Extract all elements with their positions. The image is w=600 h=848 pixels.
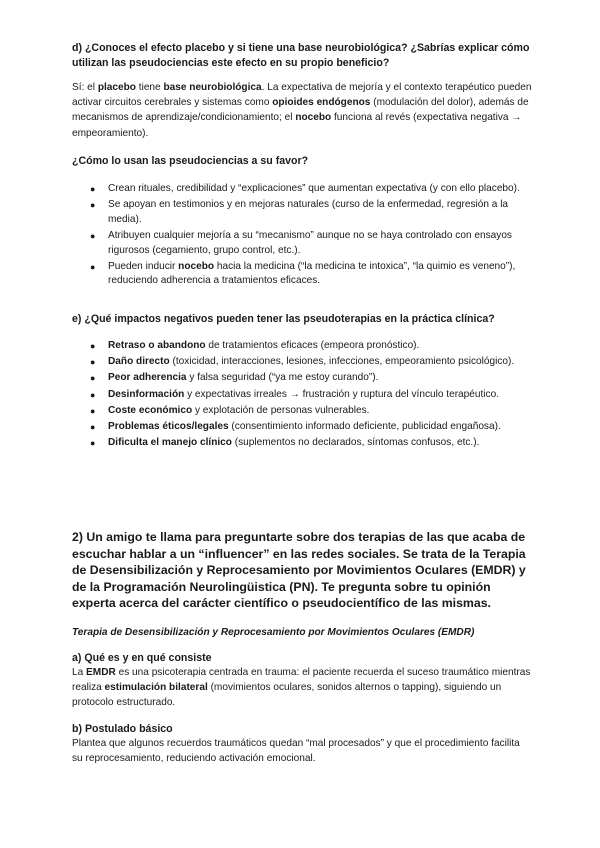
list-item [72,198,532,227]
list-item [72,229,532,258]
answer-d-text: tiene [135,82,164,93]
list-item [72,339,532,354]
answer-d-paragraph [72,80,532,141]
emdr-b-paragraph: Plantea que algunos recuerdos traumáticos quedan “mal procesados” y que el procedimiento facilita su reprocesamiento, reduciendo activación emocional. [72,738,520,765]
list-item-text: y expectativas irreales → frustración y ruptura del vínculo terapéutico. [184,388,500,400]
list-item-text: y explotación de personas vulnerables. [192,404,370,416]
list-item [72,404,532,419]
bullet-icon: ● [90,405,96,416]
question-2-title: 2) Un amigo te llama para preguntarte sobre dos terapias de las que acaba de escuchar hablar a un “influencer” en las redes sociales. Se trata de la Terapia de Desensibilización y Reprocesamiento por Movimientos Oculares (EMDR) y de la Programación Neurolingüistica (PN). Te pregunta sobre tu opinión experta acerca del carácter científico o pseudocientífico de las mismas. [72,530,526,610]
list-item-text: hacia la medicina (“la medicina te intoxica”, “la quimio es veneno”), reduciendo adherencia a tratamientos eficaces. [108,260,516,287]
list-item-text: (toxicidad, interacciones, lesiones, infecciones, empeoramiento psicológico). [169,356,515,368]
emdr-section-title: Terapia de Desensibilización y Reprocesamiento por Movimientos Oculares (EMDR) [72,627,475,638]
emdr-a-bold: estimulación bilateral [104,682,208,694]
question-d-title: d) ¿Conoces el efecto placebo y si tiene una base neurobiológica? ¿Sabrías explicar cómo utilizan las pseudociencias este efecto en su propio beneficio? [72,42,530,69]
answer-d-text: Sí: el [72,82,98,93]
bullet-icon: ● [90,373,96,384]
answer-d-text: . La expectativa de mejoría y el contexto terapéutico pueden activar circuitos cerebrales y sistemas como [72,82,532,109]
list-item-bold: Problemas éticos/legales [108,420,229,432]
list-item-text: Se apoyan en testimonios y en mejoras naturales (curso de la enfermedad, regresión a la media). [108,199,509,225]
emdr-a-text: es una psicoterapia centrada en trauma: el paciente recuerda el suceso traumático mientras realiza [72,667,531,694]
bullet-icon: ● [90,341,96,351]
list-item [72,260,532,289]
list-item-text: de tratamientos eficaces (empeora pronóstico). [205,340,420,351]
emdr-a-text: (movimientos oculares, sonidos alternos o tapping), siguiendo un protocolo estructurado. [72,682,502,709]
emdr-b-heading: b) Postulado básico [72,723,173,735]
list-item [72,388,532,403]
list-item-text: (consentimiento informado deficiente, publicidad engañosa). [228,420,501,432]
pseudo-use-heading: ¿Cómo lo usan las pseudociencias a su favor? [72,155,309,167]
list-item [72,371,532,386]
list-item [72,355,532,370]
list-item [72,420,532,435]
list-item-bold: Peor adherencia [108,372,187,384]
emdr-a-paragraph [72,665,532,711]
bullet-icon: ● [90,230,96,241]
answer-d-bold: placebo [97,82,136,93]
emdr-a-bold: EMDR [86,667,116,678]
list-item-bold: Daño directo [108,356,170,368]
question-e-title: e) ¿Qué impactos negativos pueden tener las pseudoterapias en la práctica clínica? [72,313,495,325]
bullet-icon: ● [90,357,96,368]
list-item-bold: Dificulta el manejo clínico [108,437,232,449]
bullet-icon: ● [90,184,96,194]
impacts-list [72,339,532,452]
list-item-bold: nocebo [178,260,215,272]
list-item-text: Atribuyen cualquier mejoría a su “mecanismo” aunque no se haya controlado con ensayos rigurosos (cegamiento, grupo control, etc.). [108,229,512,256]
list-item-text: Pueden inducir [108,260,179,272]
pseudo-use-list [72,182,532,291]
emdr-a-heading: a) Qué es y en qué consiste [72,652,212,664]
emdr-a-text: La [72,667,87,678]
list-item-bold: Desinformación [108,388,185,400]
answer-d-bold: base neurobiológica [163,82,262,93]
list-item [72,436,532,451]
list-item-bold: Coste económico [108,404,193,416]
list-item-text: (suplementos no declarados, síntomas confusos, etc.). [231,437,480,449]
bullet-icon: ● [90,421,96,432]
list-item-text: y falsa seguridad (“ya me estoy curando”). [186,372,379,384]
answer-d-text: funciona al revés (expectativa negativa → empeoramiento). [72,112,522,139]
bullet-icon: ● [90,200,96,211]
list-item [72,182,532,197]
bullet-icon: ● [90,389,96,400]
bullet-icon: ● [90,261,96,272]
answer-d-bold: opioides endógenos [272,97,371,109]
list-item-text: Crean rituales, credibilidad y “explicaciones” que aumentan expectativa (y con ello placebo). [108,183,520,194]
answer-d-bold: nocebo [295,112,332,124]
list-item-bold: Retraso o abandono [108,340,206,351]
answer-d-text: (modulación del dolor), además de mecanismos de aprendizaje/condicionamiento; el [72,97,529,124]
bullet-icon: ● [90,438,96,449]
